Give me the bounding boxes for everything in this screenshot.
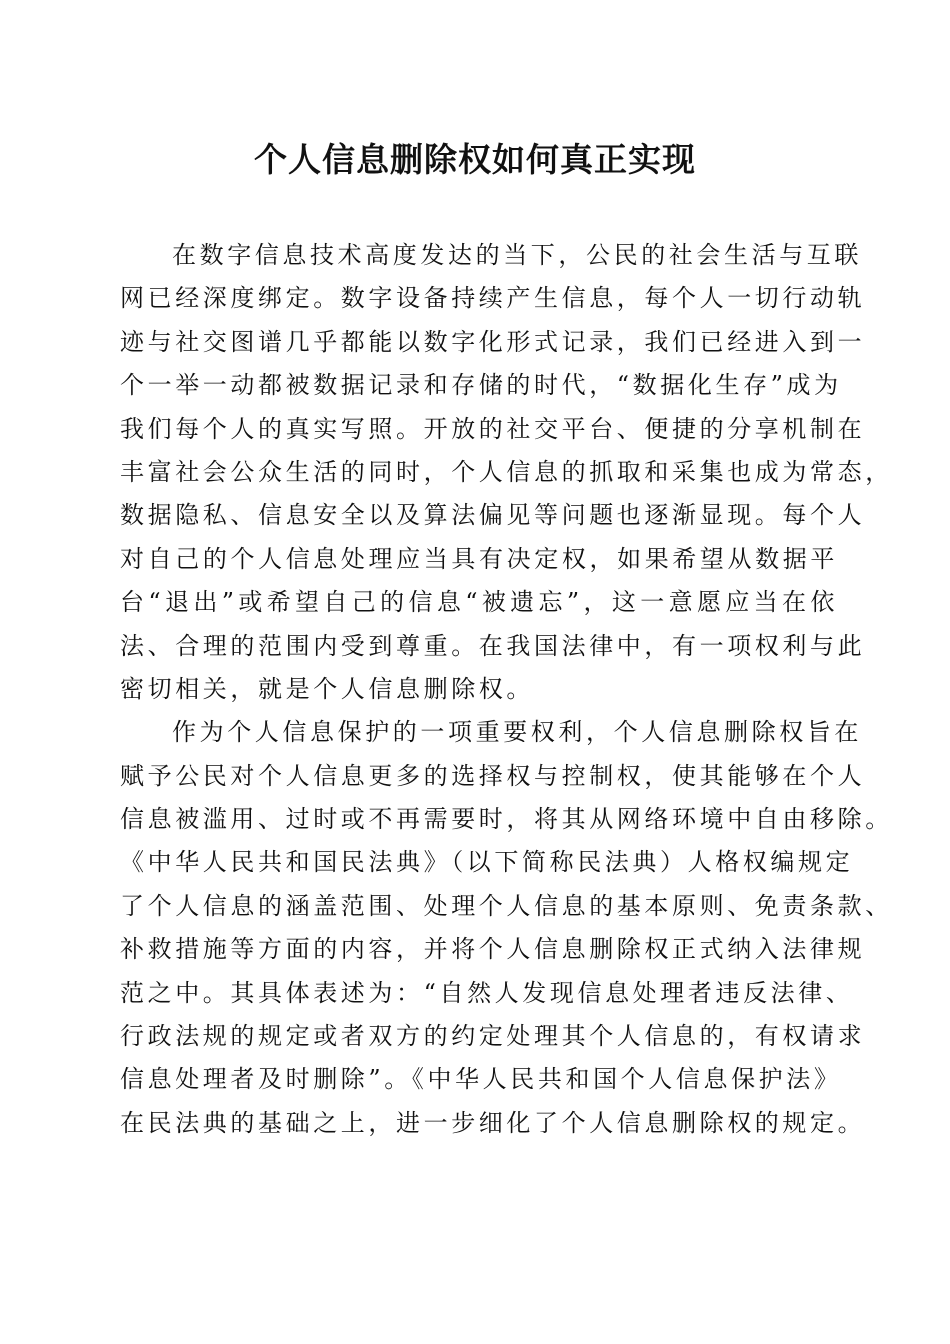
text-line: 台“退出”或希望自己的信息“被遗忘”，这一意愿应当在依 xyxy=(120,588,838,617)
text-line: 信息处理者及时删除”。《中华人民共和国个人信息保护法》 xyxy=(120,1065,842,1094)
text-line: 对自己的个人信息处理应当具有决定权，如果希望从数据平 xyxy=(120,544,838,573)
text-line: 在数字信息技术高度发达的当下，公民的社会生活与互联 xyxy=(172,241,862,269)
text-line: 网已经深度绑定。数字设备持续产生信息，每个人一切行动轨 xyxy=(120,284,866,313)
text-line: 了个人信息的涵盖范围、处理个人信息的基本原则、免责条款、 xyxy=(120,891,893,920)
text-line: 作为个人信息保护的一项重要权利，个人信息删除权旨在 xyxy=(172,718,862,747)
text-line: 迹与社交图谱几乎都能以数字化形式记录，我们已经进入到一 xyxy=(120,327,866,356)
text-line: 数据隐私、信息安全以及算法偏见等问题也逐渐显现。每个人 xyxy=(120,501,866,530)
text-line: 丰富社会公众生活的同时，个人信息的抓取和采集也成为常态， xyxy=(120,457,893,486)
text-line: 信息被滥用、过时或不再需要时，将其从网络环境中自由移除。 xyxy=(120,805,893,834)
paragraph-2 xyxy=(120,711,893,1145)
article-body xyxy=(120,234,893,1145)
text-line: 补救措施等方面的内容，并将个人信息删除权正式纳入法律规 xyxy=(120,935,866,964)
text-line: 行政法规的规定或者双方的约定处理其个人信息的，有权请求 xyxy=(120,1022,866,1051)
text-line: 《中华人民共和国民法典》（以下简称民法典）人格权编规定 xyxy=(120,848,854,877)
text-line: 在民法典的基础之上，进一步细化了个人信息删除权的规定。 xyxy=(120,1108,866,1137)
text-line: 范之中。其具体表述为：“自然人发现信息处理者违反法律、 xyxy=(120,978,854,1007)
text-line: 赋予公民对个人信息更多的选择权与控制权，使其能够在个人 xyxy=(120,761,866,790)
text-line: 法、合理的范围内受到尊重。在我国法律中，有一项权利与此 xyxy=(120,631,866,660)
text-line: 个一举一动都被数据记录和存储的时代，“数据化生存”成为 xyxy=(120,371,842,400)
text-line: 密切相关，就是个人信息删除权。 xyxy=(120,674,534,703)
text-line: 我们每个人的真实写照。开放的社交平台、便捷的分享机制在 xyxy=(120,414,866,443)
page-title: 个人信息删除权如何真正实现 xyxy=(254,140,696,179)
paragraph-1 xyxy=(120,234,893,711)
